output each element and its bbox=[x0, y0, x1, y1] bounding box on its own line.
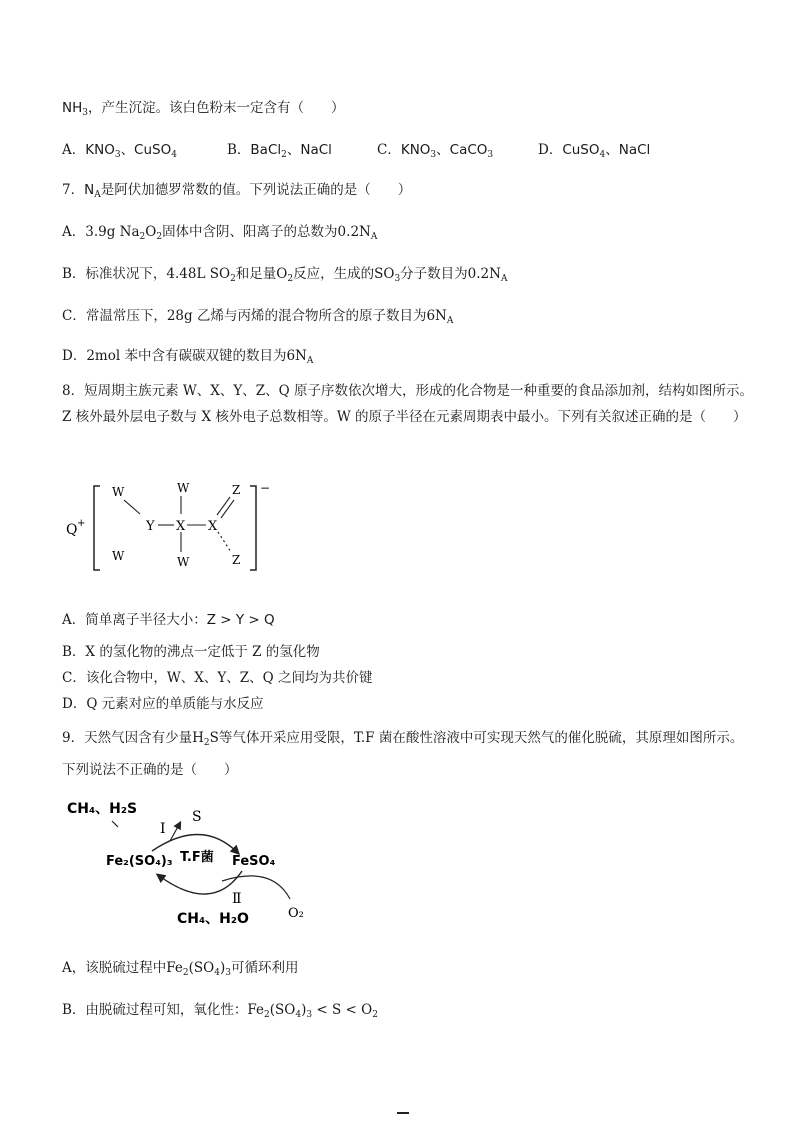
q7-stem: 7．$N_A$是阿伏加德罗常数的值。下列说法正确的是（ ） bbox=[62, 182, 412, 200]
q8-option-d: D．Q 元素对应的单质能与水反应 bbox=[62, 696, 264, 712]
double-bond-1 bbox=[217, 497, 230, 515]
q9-option-b: B．由脱硫过程可知，氧化性：$Fe_2(SO_4)_3 < S < O_2$ bbox=[62, 1002, 378, 1020]
arrow-step-2 bbox=[158, 871, 242, 894]
atom-w2: W bbox=[112, 549, 125, 563]
atom-x1: X bbox=[176, 519, 186, 534]
q6-stem-tail: $NH_3$，产生沉淀。该白色粉末一定含有（ ） bbox=[62, 100, 345, 118]
reactants-label: CH₄、H₂S bbox=[67, 801, 138, 817]
q9-desulfurization-diagram bbox=[62, 795, 322, 930]
q8-option-b: B．X 的氢化物的沸点一定低于 Z 的氢化物 bbox=[62, 644, 320, 660]
atom-x2: X bbox=[208, 519, 218, 534]
q8-structure-diagram bbox=[62, 472, 282, 584]
q7-option-a: A．3.9g $Na_2O_2$固体中含阴、阳离子的总数为$0.2N_A$ bbox=[62, 224, 378, 242]
left-bracket bbox=[94, 486, 100, 570]
product-s-label: S bbox=[192, 809, 202, 825]
cation-q: Q bbox=[66, 522, 78, 538]
atom-y: Y bbox=[146, 519, 155, 534]
atom-z2: Z bbox=[232, 553, 241, 567]
q7-option-d: D．2mol 苯中含有碳碳双键的数目为$6N_A$ bbox=[62, 348, 314, 366]
byproducts-label: CH₄、H₂O bbox=[177, 911, 249, 927]
right-bracket bbox=[250, 486, 256, 570]
double-bond-2 bbox=[221, 500, 234, 518]
q6-option-a: A．$KNO_3$、CuSO$_4$ bbox=[62, 142, 177, 160]
step-1-label: Ⅰ bbox=[160, 821, 166, 837]
q6-option-b: B．BaCl$_2$、NaCl bbox=[227, 142, 332, 160]
cation-charge: + bbox=[77, 518, 86, 529]
reactant-tick bbox=[112, 821, 118, 827]
q7-option-b: B．标准状况下，4.48L $SO_2$和足量$O_2$反应，生成的$SO_3$分子数目为$0.2N_A$ bbox=[62, 266, 508, 284]
q8-option-a: A．简单离子半径大小：Z > Y > Q bbox=[62, 612, 275, 628]
bond-w-y bbox=[124, 500, 140, 514]
fe2so43-label: Fe₂(SO₄)₃ bbox=[106, 854, 173, 869]
atom-w4: W bbox=[177, 555, 190, 569]
q8-stem: 8．短周期主族元素 W、X、Y、Z、Q 原子序数依次增大，形成的化合物是一种重要的食品添加剂，结构如图所示。Z 核外最外层电子数与 X 核外电子总数相等。W 的原子半径在元素周期表中最小。下列有关叙述正确的是（ ） bbox=[62, 383, 754, 425]
dashed-bond bbox=[218, 532, 231, 552]
q6-option-c: C．$KNO_3$、CaCO$_3$ bbox=[377, 142, 494, 160]
atom-w3: W bbox=[177, 481, 190, 495]
q7-option-c: C．常温常压下，28g 乙烯与丙烯的混合物所含的原子数目为$6N_A$ bbox=[62, 308, 454, 326]
q6-options bbox=[62, 138, 762, 160]
page-footer-mark bbox=[397, 1112, 409, 1114]
q6-option-d: D．CuSO$_4$、NaCl bbox=[538, 142, 651, 160]
step-2-label: Ⅱ bbox=[232, 891, 242, 907]
o2-label: O₂ bbox=[288, 906, 304, 921]
q9-option-a: A，该脱硫过程中$Fe_2(SO_4)_3$可循环利用 bbox=[62, 960, 299, 978]
atom-z1: Z bbox=[232, 483, 241, 497]
tf-bacteria-label: T.F菌 bbox=[180, 850, 214, 865]
anion-charge: − bbox=[260, 481, 271, 495]
q9-stem: 9．天然气因含有少量$H_2S$等气体开采应用受限，T.F 菌在酸性溶液中可实现天然气的催化脱硫，其原理如图所示。下列说法不正确的是（ ） bbox=[62, 730, 744, 778]
q8-option-c: C．该化合物中，W、X、Y、Z、Q 之间均为共价键 bbox=[62, 670, 373, 686]
atom-w1: W bbox=[112, 485, 125, 499]
feso4-label: FeSO₄ bbox=[232, 854, 276, 869]
